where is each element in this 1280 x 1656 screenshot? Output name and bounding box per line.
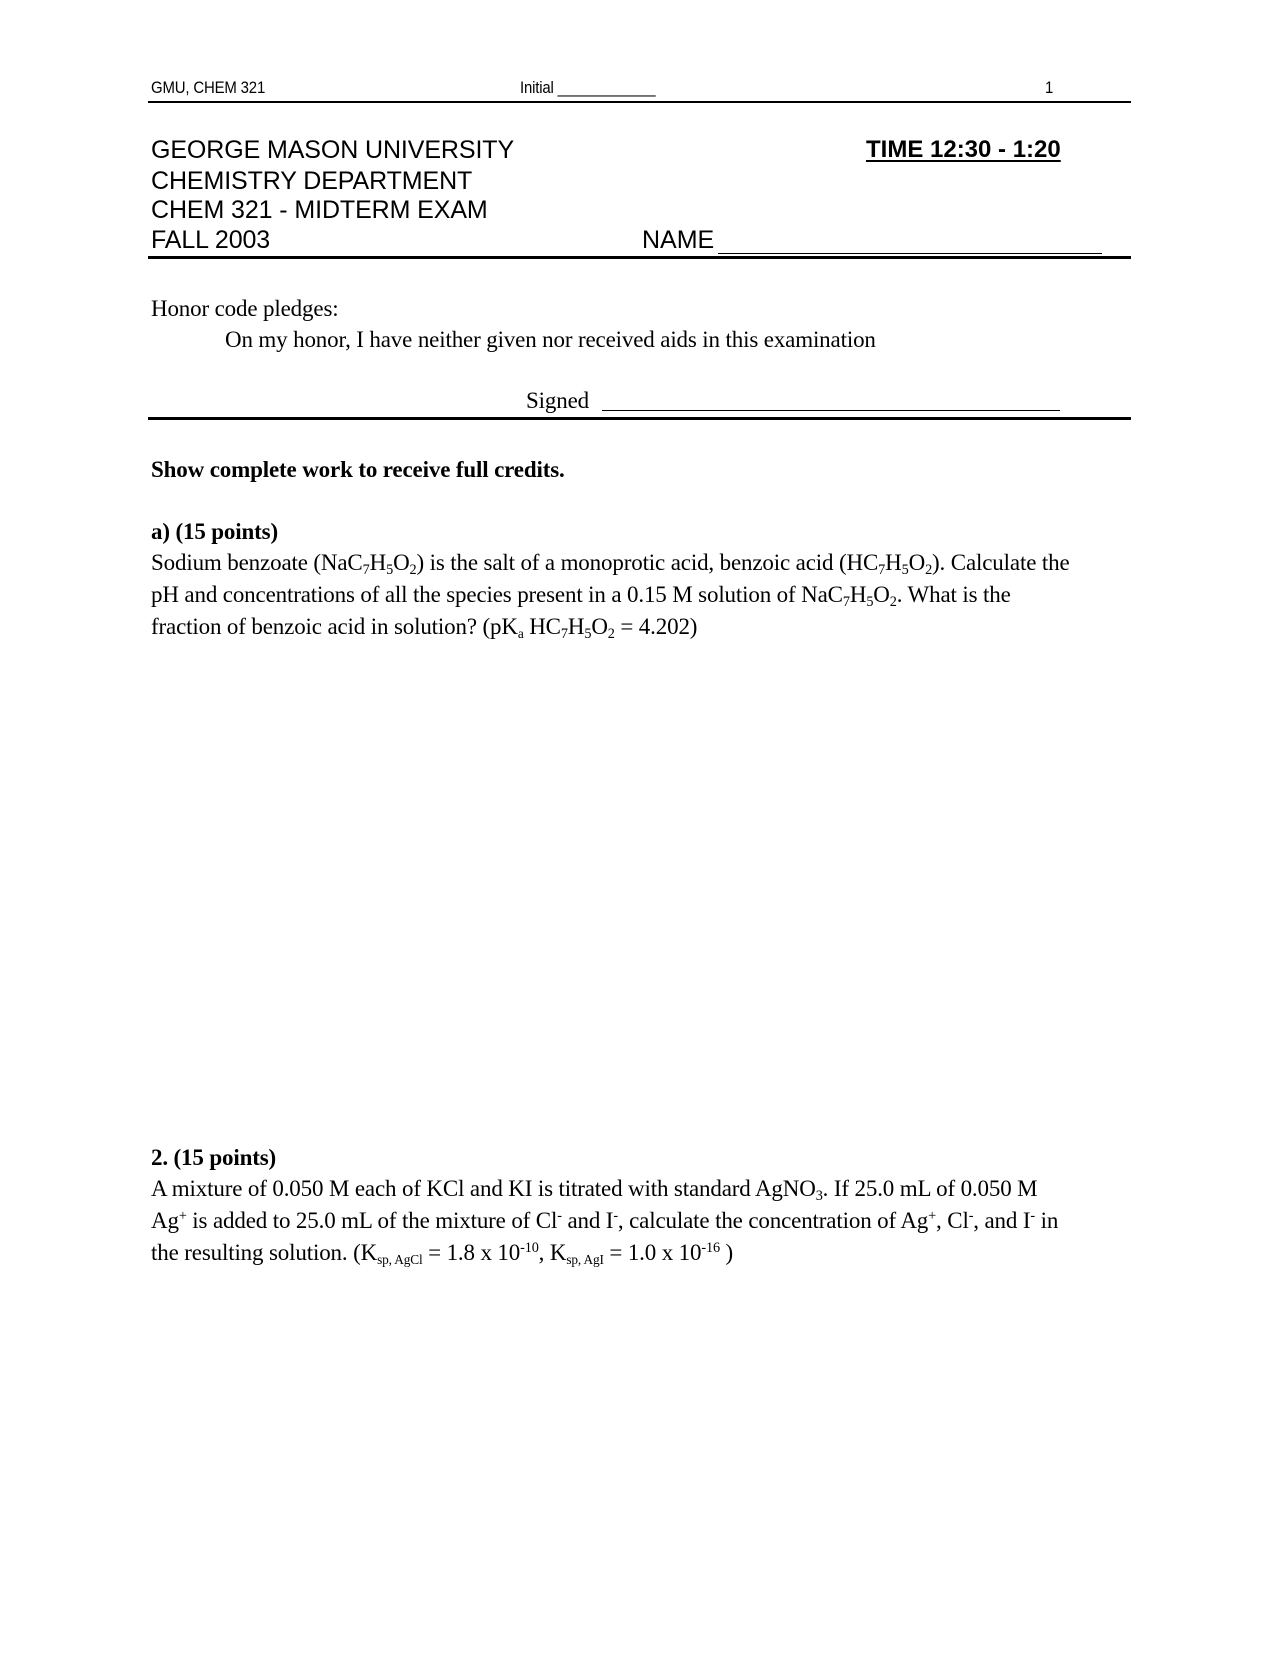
title-university: GEORGE MASON UNIVERSITY <box>151 136 515 164</box>
signed-label: Signed <box>526 388 589 413</box>
header-initial: Initial ____________ <box>520 78 656 97</box>
name-label: NAME <box>642 226 715 254</box>
question-a-line3: fraction of benzoic acid in solution? (pKa $HC_7H_5O_2 = 4.202$) <box>151 614 698 642</box>
honor-heading: Honor code pledges: <box>151 296 339 321</box>
title-term: FALL 2003 <box>151 226 271 254</box>
title-rule <box>148 256 1131 259</box>
question-a-heading: a) (15 points) <box>151 519 278 544</box>
question-2-line1: A mixture of 0.050 M each of KCl and KI is titrated with standard AgNO$_3$. If 25.0 mL of 0.050 M <box>151 1176 1038 1204</box>
question-a-line1: Sodium benzoate $(NaC_7H_5O_2)$ is the salt of a monoprotic acid, benzoic acid $(HC_7H_5O_2)$. Calculate the <box>151 550 1070 578</box>
question-2-heading: 2. (15 points) <box>151 1145 277 1170</box>
honor-rule <box>148 417 1131 420</box>
header-rule <box>148 101 1131 103</box>
signature-field[interactable] <box>602 410 1060 411</box>
question-2-line3: the resulting solution. (Ksp, AgCl = 1.8 x $10^{-10}$, Ksp, AgI = 1.0 x $10^{-16}$ ) <box>151 1240 734 1267</box>
exam-time: TIME 12:30 - 1:20 <box>866 136 1061 163</box>
header-course: GMU, CHEM 321 <box>151 78 266 97</box>
question-a-line2: pH and concentrations of all the species present in a 0.15 M solution of $NaC_7H_5O_2$. What is the <box>151 582 1011 610</box>
header-page-number: 1 <box>1045 78 1054 97</box>
instructions: Show complete work to receive full credits. <box>151 457 565 482</box>
question-2-line2: Ag+ is added to 25.0 mL of the mixture of Cl- and I-, calculate the concentration of Ag+, Cl-, and I- in <box>151 1208 1059 1233</box>
name-field[interactable] <box>718 253 1102 254</box>
title-department: CHEMISTRY DEPARTMENT <box>151 167 473 195</box>
title-exam: CHEM 321 - MIDTERM EXAM <box>151 196 488 224</box>
honor-pledge: On my honor, I have neither given nor received aids in this examination <box>225 327 876 352</box>
